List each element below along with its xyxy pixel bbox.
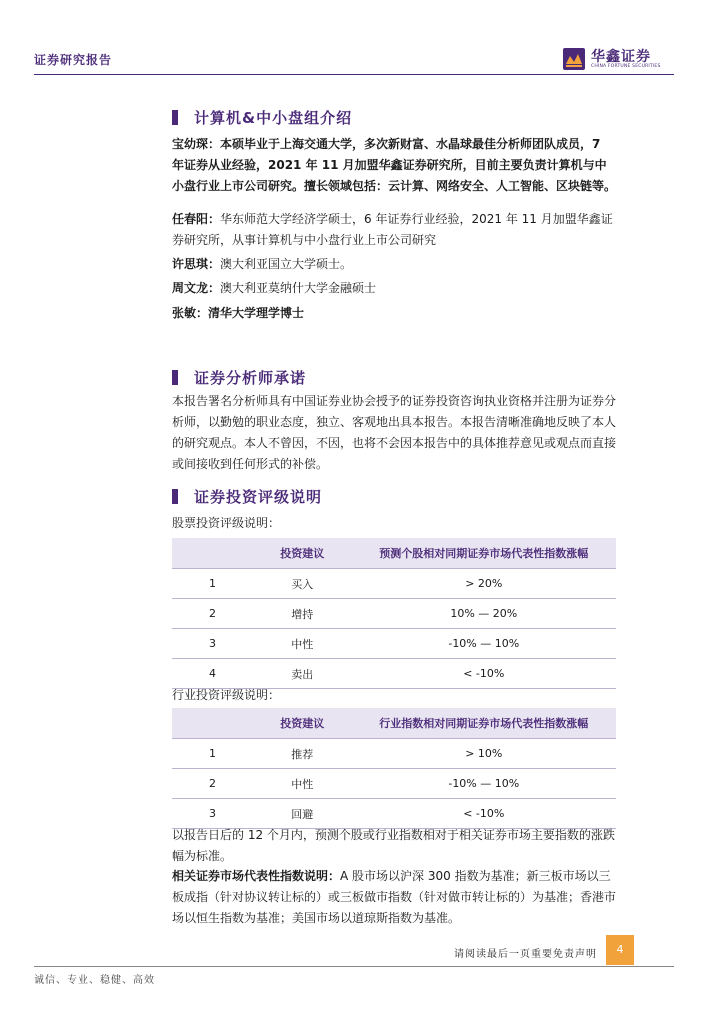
company-logo xyxy=(563,46,673,72)
member-text: 澳大利亚国立大学硕士。 xyxy=(220,257,353,271)
member-text: 澳大利亚莫纳什大学金融硕士 xyxy=(220,281,377,295)
table-cell: > 10% xyxy=(352,739,616,769)
stock-rating-table xyxy=(172,538,616,689)
member-text: 华东师范大学经济学硕士，6 年证券行业经验，2021 年 11 月加盟华鑫证券研究所，从事计算机与中小盘行业上市公司研究 xyxy=(172,212,613,247)
footer-divider xyxy=(34,966,674,967)
table-cell: 回避 xyxy=(253,799,352,829)
industry-rating-table xyxy=(172,708,616,829)
rating-heading-text: 证券投资评级说明 xyxy=(194,488,323,506)
table-cell: 2 xyxy=(172,769,253,799)
logo-subtitle: CHINA FORTUNE SECURITIES xyxy=(591,64,661,69)
table-header-cell: 投资建议 xyxy=(253,538,352,569)
industry-rating-label: 行业投资评级说明： xyxy=(172,688,281,702)
stock-rating-label: 股票投资评级说明： xyxy=(172,516,281,530)
table-header-row xyxy=(172,538,616,569)
commitment-heading-text: 证券分析师承诺 xyxy=(194,369,307,387)
table-header-cell: 预测个股相对同期证券市场代表性指数涨幅 xyxy=(352,538,616,569)
team-section-heading xyxy=(172,107,352,128)
section-bar-icon xyxy=(172,110,178,125)
section-bar-icon xyxy=(172,489,178,504)
member-name: 张敏： xyxy=(172,306,209,320)
member-bio xyxy=(172,209,616,251)
table-cell: -10% — 10% xyxy=(352,629,616,659)
logo-icon xyxy=(563,48,585,70)
table-row xyxy=(172,769,616,799)
table-header-cell xyxy=(172,538,253,569)
table-header-cell: 投资建议 xyxy=(253,708,352,739)
table-cell: 推荐 xyxy=(253,739,352,769)
table-cell: 10% — 20% xyxy=(352,599,616,629)
commitment-text: 本报告署名分析师具有中国证券业协会授予的证券投资咨询执业资格并注册为证券分析师，以勤勉的职业态度，独立、客观地出具本报告。本报告清晰准确地反映了本人的研究观点。本人不曾因，不因，也将不会因本报告中的具体推荐意见或观点而直接或间接收到任何形式的补偿。 xyxy=(172,394,617,471)
member-name: 周文龙： xyxy=(172,281,221,295)
member-bio xyxy=(172,303,616,324)
table-cell: < -10% xyxy=(352,659,616,689)
table-row xyxy=(172,799,616,829)
member-name: 任春阳： xyxy=(172,212,221,226)
table-row xyxy=(172,599,616,629)
header-divider xyxy=(34,74,674,75)
table-cell: 中性 xyxy=(253,629,352,659)
rating-standard-note: 以报告日后的 12 个月内，预测个股或行业指数相对于相关证券市场主要指数的涨跌幅为标准。 xyxy=(172,828,615,863)
table-cell: 中性 xyxy=(253,769,352,799)
page-number: 4 xyxy=(606,935,634,965)
member-text: 清华大学理学博士 xyxy=(208,306,305,320)
commitment-section-heading xyxy=(172,367,306,388)
table-cell: 3 xyxy=(172,799,253,829)
table-header-cell xyxy=(172,708,253,739)
section-bar-icon xyxy=(172,370,178,385)
table-header-row xyxy=(172,708,616,739)
index-explanation xyxy=(172,866,616,929)
table-cell: 3 xyxy=(172,629,253,659)
report-type-title: 证券研究报告 xyxy=(34,53,113,67)
footer-slogan: 诚信、专业、稳健、高效 xyxy=(34,975,155,986)
member-bio xyxy=(172,278,616,299)
member-text: 本硕毕业于上海交通大学，多次新财富、水晶球最佳分析师团队成员，7 年证券从业经验，2021 年 11 月加盟华鑫证券研究所，目前主要负责计算机与中小盘行业上市公司研究。擅长领域包括：云计算、网络安全、人工智能、区块链等。 xyxy=(172,137,617,193)
table-cell: 2 xyxy=(172,599,253,629)
index-explanation-label: 相关证券市场代表性指数说明： xyxy=(172,869,341,883)
table-cell: 4 xyxy=(172,659,253,689)
member-name: 宝幼琛： xyxy=(172,137,221,151)
table-cell: -10% — 10% xyxy=(352,769,616,799)
table-cell: 增持 xyxy=(253,599,352,629)
logo-name: 华鑫证券 xyxy=(591,49,651,65)
disclaimer-note: 请阅读最后一页重要免责声明 xyxy=(454,949,597,960)
table-cell: > 20% xyxy=(352,569,616,599)
rating-section-heading xyxy=(172,486,322,507)
team-heading-text: 计算机&中小盘组介绍 xyxy=(194,109,353,127)
member-name: 许思琪： xyxy=(172,257,221,271)
table-row xyxy=(172,629,616,659)
table-header-cell: 行业指数相对同期证券市场代表性指数涨幅 xyxy=(352,708,616,739)
table-cell: 卖出 xyxy=(253,659,352,689)
table-cell: 买入 xyxy=(253,569,352,599)
table-row xyxy=(172,569,616,599)
member-bio xyxy=(172,254,616,275)
table-cell: 1 xyxy=(172,739,253,769)
table-row xyxy=(172,739,616,769)
table-cell: 1 xyxy=(172,569,253,599)
index-explanation-text: A 股市场以沪深 300 指数为基准；新三板市场以三板成指（针对协议转让标的）或三板做市指数（针对做市转让标的）为基准；香港市场以恒生指数为基准；美国市场以道琼斯指数为基准。 xyxy=(172,869,617,925)
table-cell: < -10% xyxy=(352,799,616,829)
member-bio xyxy=(172,134,616,197)
table-row xyxy=(172,659,616,689)
